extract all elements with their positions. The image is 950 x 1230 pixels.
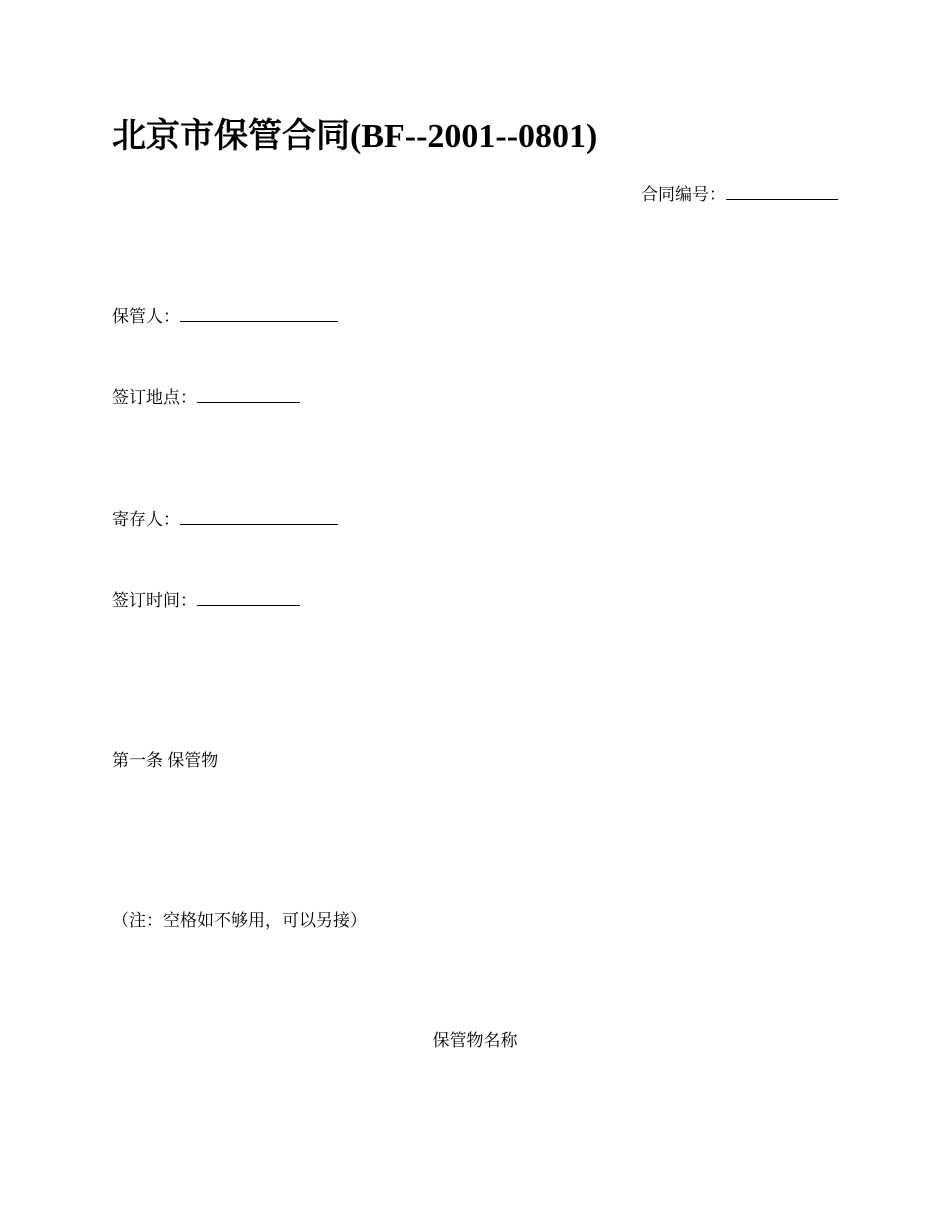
custodian-blank: [180, 305, 338, 322]
contract-number-blank: [726, 183, 838, 200]
sign-place-label: 签订地点：: [112, 388, 197, 407]
table-header-item-name: 保管物名称: [432, 1031, 518, 1050]
depositor-blank: [180, 508, 338, 525]
document-title: 北京市保管合同(BF--2001--0801): [112, 118, 598, 155]
contract-number-row: [641, 183, 838, 207]
custodian-label: 保管人：: [112, 307, 180, 326]
depositor-label: 寄存人：: [112, 510, 180, 529]
sign-time-label: 签订时间：: [112, 591, 197, 610]
sign-place-blank: [197, 386, 300, 403]
custodian-row: [112, 305, 338, 329]
contract-number-label: 合同编号：: [641, 185, 726, 204]
article-one-heading: 第一条 保管物: [112, 751, 219, 770]
sign-time-blank: [197, 589, 300, 606]
depositor-row: [112, 508, 338, 532]
note-text: （注：空格如不够用，可以另接）: [112, 911, 367, 930]
sign-place-row: [112, 386, 300, 410]
sign-time-row: [112, 589, 300, 613]
